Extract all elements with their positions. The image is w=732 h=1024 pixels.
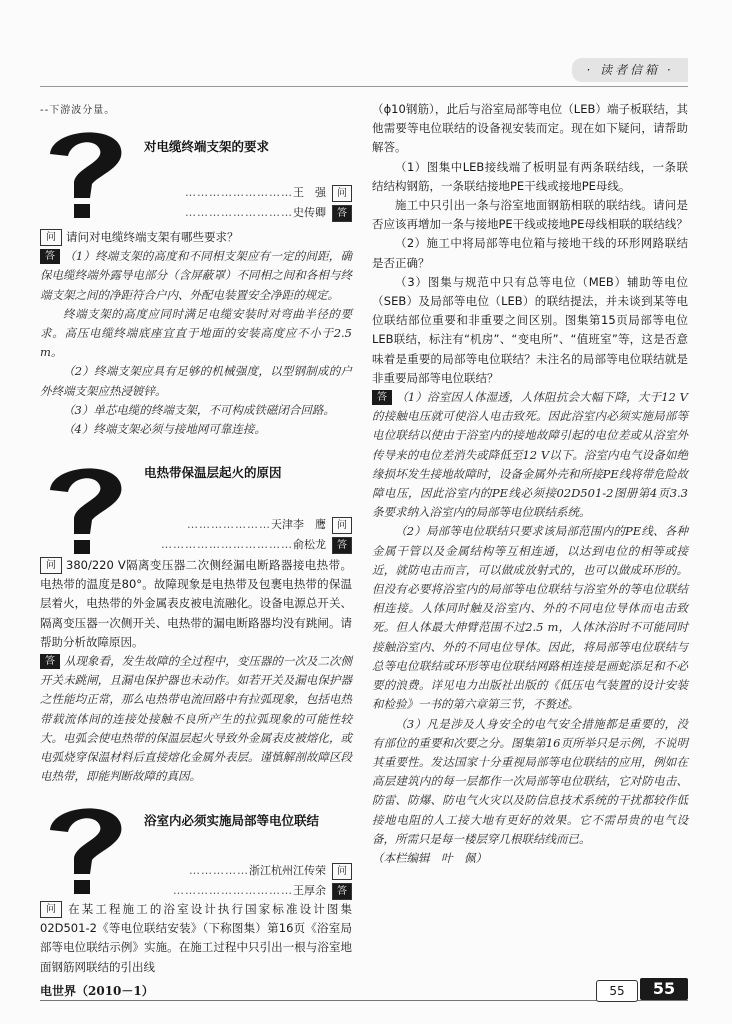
q1-answer-p5: （4）终端支架必须与接地网可靠连接。	[63, 422, 266, 437]
q2-answerer-line: ……………………………俞松龙 答	[161, 536, 352, 553]
ask-tag: 问	[332, 185, 352, 202]
answer-tag: 答	[372, 390, 392, 405]
editor-credit: （本栏编辑 叶 佩）	[372, 850, 487, 865]
q1-answerer-line: ………………………史传卿 答	[185, 204, 352, 221]
q2-answerer: 俞松龙	[293, 538, 326, 551]
q1-answer-p2: 终端支架的高度应同时满足电缆安装时对弯曲半径的要求。高压电缆终端底座宜直于地面的安装高度应不小于2.5 m。	[40, 306, 352, 360]
q3-answer-p3: （3）凡是涉及人身安全的电气安全措施都是重要的，没有部位的重要和次要之分。图集第16页所举只是示例，不说明其重要性。发达国家十分重视局部等电位联结的应用，例如在高层建筑内的每一层都作一次局部等电位联结，它对防电击、防雷、防爆、防电气火灾以及防信息技术系统的干扰都较作低接地电阻的人工接大地有更好的效果。它不需昂贵的电气设备，所需只是每一楼层穿几根联结线而已。	[372, 716, 688, 846]
q2-question: 380/220 V隔离变压器二次侧经漏电断路器接电热带。电热带的温度是80°。故障现象是电热带及包裹电热带的保温层着火，电热带的外金属表皮被电流融化。设备电源总开关、隔离变压器一次侧开关、电热带的漏电断路器均没有跳闸。请帮助分析故障原因。	[40, 558, 352, 649]
q2-title: 电热带保温层起火的原因	[144, 465, 282, 480]
q1-asker: 王 强	[293, 186, 326, 199]
ask-tag: 问	[40, 229, 62, 246]
q3-answer-p2: （2）局部等电位联结只要求该局部范围内的PE线、各种金属干管以及金属结构等互相连通，以达到电位的相等或接近，就防电击而言，可以做成放射式的，也可以做成环形的。但没有必要将浴室内的局部等电位联结与浴室外的等电位联结相连接。人体同时触及浴室内、外的不同电位导体而电击致死。但人体最大伸臂范围不过2.5 m，人体沐浴时不可能同时接触浴室内、外的不同电位导体。因此，将局部等电位联结与总等电位联结或环形等电位联结网路相连接是画蛇添足和不必要的浪费。详见电力出版社出版的《低压电气装置的设计安装和检验》一书的第六章第三节，不赘述。	[372, 524, 688, 712]
q1-answer-p1: （1）终端支架的高度和不同相支架应有一定的间距，确保电缆终端外露导电部分（含屏蔽罩）不同相之间和各相与终端支架之间的净距符合户内、外配电装置安全净距的规定。	[40, 249, 352, 302]
answer-tag: 答	[332, 883, 352, 900]
q3-question: 在某工程施工的浴室设计执行国家标准设计图集02D501-2《等电位联结安装》（下称图集）第16页《浴室局部等电位联结示例》实施。在施工过程中只引出一根与浴室地面钢筋网联结的引出线	[40, 902, 352, 974]
q3-heading-block	[40, 800, 352, 900]
ask-tag: 问	[40, 557, 62, 574]
q3-question-cont-p4: （2）施工中将局部等电位箱与接地干线的环形网路联结是否正确？	[372, 236, 688, 270]
q1-question: 请问对电缆终端支架有哪些要求？	[66, 230, 239, 244]
question-mark-icon	[40, 124, 130, 222]
q3-asker-line: ……………浙江杭州江传荣 问	[189, 862, 352, 879]
q3-question-cont-p2: （1）图集中LEB接线端了板明显有两条联结线，一条联结结构钢筋，一条联结接地PE干线或接地PE母线。	[372, 159, 688, 193]
q3-answer-p1: （1）浴室因人体湿透，人体阻抗会大幅下降，大于12 V的接触电压就可使浴人电击致死。因此浴室内必须实施局部等电位联结以使由于浴室内的接地故障引起的电位差或从浴室外传导来的电位差消失或降低至12 V以下。浴室内电气设备如绝缘损坏发生接地故障时，设备金属外壳和所接PE线将带危险故障电压，因此浴室内的PE线必须接02D501-2图册第4页3.3条要求纳入浴室内的局部等电位联结系统。	[372, 390, 688, 520]
answer-tag: 答	[40, 654, 60, 669]
answer-tag: 答	[332, 537, 352, 554]
q1-answer-p4: （3）单芯电缆的终端支架，不可构成铁磁闭合回路。	[63, 402, 335, 417]
q1-body	[40, 228, 352, 439]
q1-heading-block	[40, 124, 352, 224]
q3-body	[40, 900, 352, 977]
continuation-text: --下游波分量。	[40, 105, 116, 116]
q2-answer: 从现象看，发生故障的全过程中，变压器的一次及二次侧开关未跳闸，且漏电保护器也未动作。如若开关及漏电保护器之性能均正常，那么电热带电流回路中有拉弧现象，包括电热带载流体间的连接处接触不良所产生的拉弧现象的可能性较大。电弧会使电热带的保温层起火导致外金属表皮被熔化，或电弧烧穿保温材料后直接熔化金属外表层。谨慎解剖故障区段电热带，即能判断故障的真因。	[40, 654, 352, 784]
question-mark-icon	[40, 460, 130, 558]
q3-asker: 浙江杭州江传荣	[249, 864, 326, 877]
right-column	[372, 100, 688, 868]
q3-answerer: 王厚余	[293, 884, 326, 897]
q3-question-cont-p5: （3）图集与规范中只有总等电位（MEB）辅助等电位（SEB）及局部等电位（LEB）的联结提法，并未谈到某等电位联结部位重要和非重要之间区别。图集第15页局部等电位LEB联结，标注有“机房”、“变电所”、“值班室”等，这是否意味着是重要的局部等电位联结？未注名的局部等电位联结就是非重要局部等电位联结？	[372, 274, 688, 385]
q2-asker: 天津李 鹰	[271, 518, 326, 531]
answer-tag: 答	[332, 205, 352, 222]
q2-heading-block	[40, 460, 352, 560]
q3-question-cont-p1: （ϕ10钢筋），此后与浴室局部等电位（LEB）端子板联结，其他需要等电位联结的设备视安装而定。现在如下疑问，请帮助解答。	[372, 102, 688, 155]
q3-answerer-line: …………………………王厚余 答	[173, 882, 352, 899]
q1-answer-p3: （2）终端支架应具有足够的机械强度，以型钢制成的户外终端支架应热浸镀锌。	[40, 364, 352, 398]
q1-answerer: 史传卿	[293, 206, 326, 219]
footer-rule	[40, 1000, 688, 1001]
q2-asker-line: …………………天津李 鹰 问	[187, 516, 352, 533]
q1-title: 对电缆终端支架的要求	[144, 139, 270, 154]
ask-tag: 问	[332, 863, 352, 880]
q2-body	[40, 556, 352, 786]
ask-tag: 问	[332, 517, 352, 534]
ask-tag: 问	[40, 901, 62, 918]
q1-asker-line: ………………………王 强 问	[185, 184, 352, 201]
page-number: 55	[596, 980, 638, 1002]
header-rule	[40, 86, 688, 87]
page-number-badge: 55	[640, 978, 688, 1000]
answer-tag: 答	[40, 249, 60, 264]
q3-question-cont-p3: 施工中只引出一条与浴室地面钢筋相联的联结线。请问是否应该再增加一条与接地PE干线或接地PE母线相联的联结线？	[372, 198, 688, 232]
section-header-tab: · 读者信箱 ·	[572, 58, 688, 82]
q3-title: 浴室内必须实施局部等电位联结	[144, 813, 320, 828]
journal-issue: 电世界（2010－1）	[40, 984, 154, 998]
question-mark-icon	[40, 800, 130, 898]
